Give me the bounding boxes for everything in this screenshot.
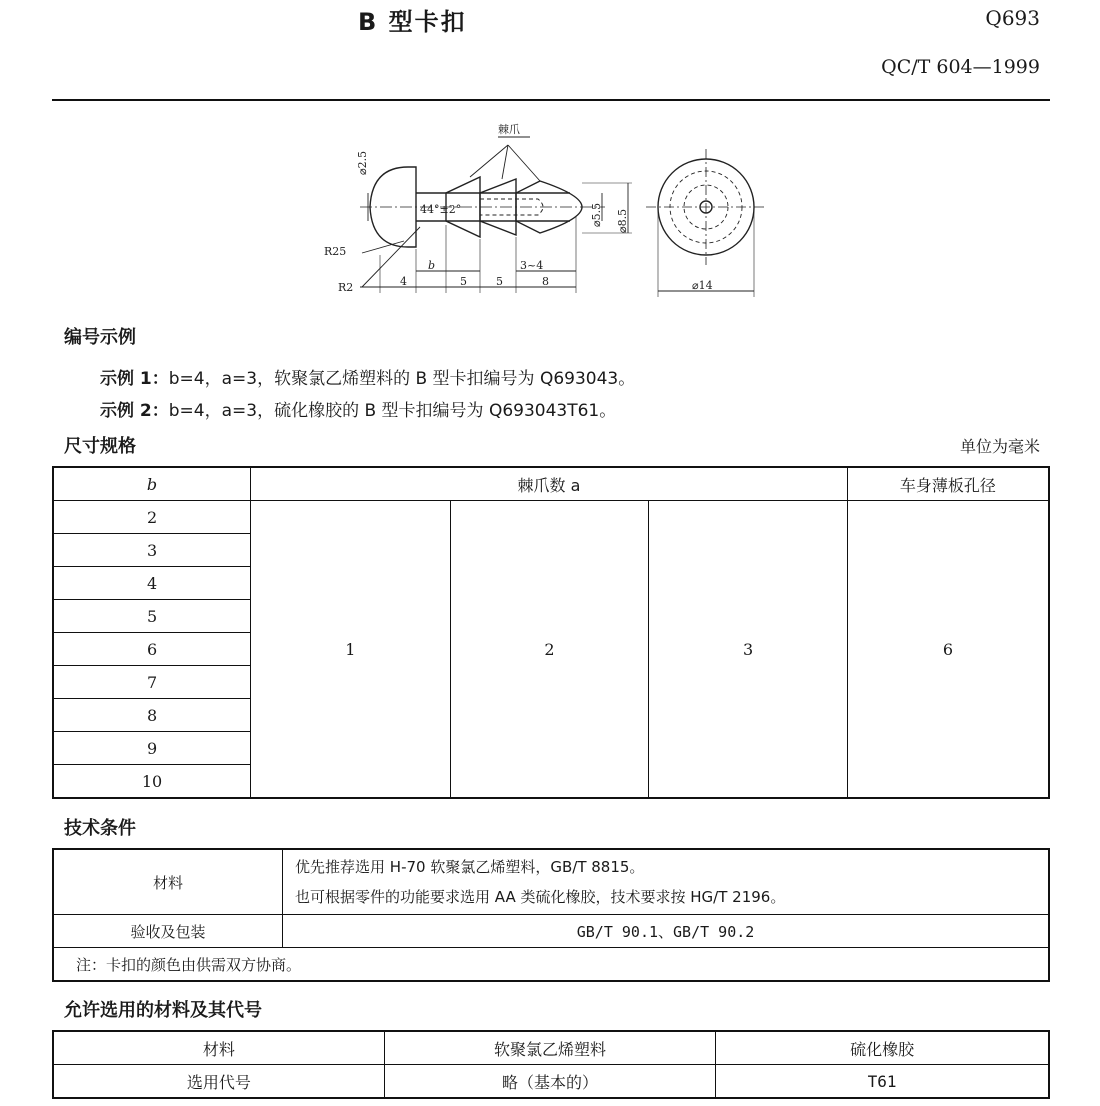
col-b-header: b [53, 467, 251, 501]
alt-header-pvc: 软聚氯乙烯塑料 [384, 1031, 715, 1065]
alt-row-label: 选用代号 [53, 1065, 384, 1099]
a-value: 3 [649, 501, 848, 799]
dim-4-label: 4 [400, 275, 407, 288]
color-note: 注：卡扣的颜色由供需双方协商。 [53, 948, 1049, 982]
table-row [53, 915, 1049, 948]
col-a-header: 棘爪数 a [251, 467, 848, 501]
example-2-text: b=4，a=3，硫化橡胶的 B 型卡扣编号为 Q693043T61。 [168, 401, 617, 421]
technical-drawing [320, 115, 780, 305]
range-dim-label: 3~4 [520, 259, 544, 272]
size-heading: 尺寸规格 [64, 436, 136, 457]
accept-value: GB/T 90.1、GB/T 90.2 [283, 915, 1049, 948]
table-row [53, 948, 1049, 982]
dia-14-label: ⌀14 [692, 279, 713, 292]
b-value: 6 [53, 633, 251, 666]
a-value: 2 [450, 501, 649, 799]
tech-heading: 技术条件 [64, 818, 136, 839]
material-value [283, 849, 1049, 915]
b-value: 5 [53, 600, 251, 633]
b-value: 9 [53, 732, 251, 765]
size-spec-header-row [53, 467, 1049, 501]
a-value: 1 [251, 501, 451, 799]
barb-callout-label: 棘爪 [498, 123, 520, 136]
head-diameter-label: ⌀2.5 [356, 150, 369, 175]
alt-header-rubber: 硫化橡胶 [716, 1031, 1049, 1065]
inner-diameter-label: ⌀5.5 [590, 202, 603, 227]
hole-value: 6 [847, 501, 1049, 799]
alt-header-row [53, 1031, 1049, 1065]
outer-diameter-label: ⌀8.5 [616, 208, 629, 233]
b-dim-label: b [428, 259, 436, 272]
r2-label: R2 [338, 281, 354, 294]
b-value: 4 [53, 567, 251, 600]
size-spec-table [52, 466, 1050, 799]
angle-label: 44°±2° [420, 203, 462, 216]
example-2-label: 示例 2： [100, 401, 169, 421]
example-1 [100, 364, 635, 389]
example-1-label: 示例 1： [100, 369, 169, 389]
material-label: 材料 [53, 849, 283, 915]
b-value: 7 [53, 666, 251, 699]
b-value: 10 [53, 765, 251, 799]
material-line-1: 优先推荐选用 H-70 软聚氯乙烯塑料，GB/T 8815。 [295, 858, 645, 876]
table-row [53, 1065, 1049, 1099]
dim-8-label: 8 [542, 275, 549, 288]
b-value: 2 [53, 501, 251, 534]
dim-5a-label: 5 [460, 275, 467, 288]
header-rule [52, 99, 1050, 101]
part-code: Q693 [985, 6, 1040, 30]
b-value: 8 [53, 699, 251, 732]
b-value: 3 [53, 534, 251, 567]
accept-label: 验收及包装 [53, 915, 283, 948]
alt-pvc-code: 略（基本的） [384, 1065, 715, 1099]
unit-label: 单位为毫米 [959, 437, 1040, 456]
col-hole-header: 车身薄板孔径 [847, 467, 1049, 501]
dim-5b-label: 5 [496, 275, 503, 288]
alt-rubber-code: T61 [716, 1065, 1049, 1099]
table-row [53, 501, 1049, 534]
table-row [53, 849, 1049, 915]
material-line-2: 也可根据零件的功能要求选用 AA 类硫化橡胶，技术要求按 HG/T 2196。 [295, 888, 786, 906]
standard-number: QC/T 604—1999 [881, 56, 1040, 78]
numbering-heading: 编号示例 [64, 327, 136, 348]
example-1-text: b=4，a=3，软聚氯乙烯塑料的 B 型卡扣编号为 Q693043。 [168, 369, 636, 389]
tech-table [52, 848, 1050, 982]
r25-label: R25 [324, 245, 347, 258]
alt-heading: 允许选用的材料及其代号 [64, 1000, 262, 1021]
alt-header-material: 材料 [53, 1031, 384, 1065]
alt-materials-table [52, 1030, 1050, 1099]
page-title: B 型卡扣 [358, 8, 467, 36]
example-2 [100, 396, 616, 421]
